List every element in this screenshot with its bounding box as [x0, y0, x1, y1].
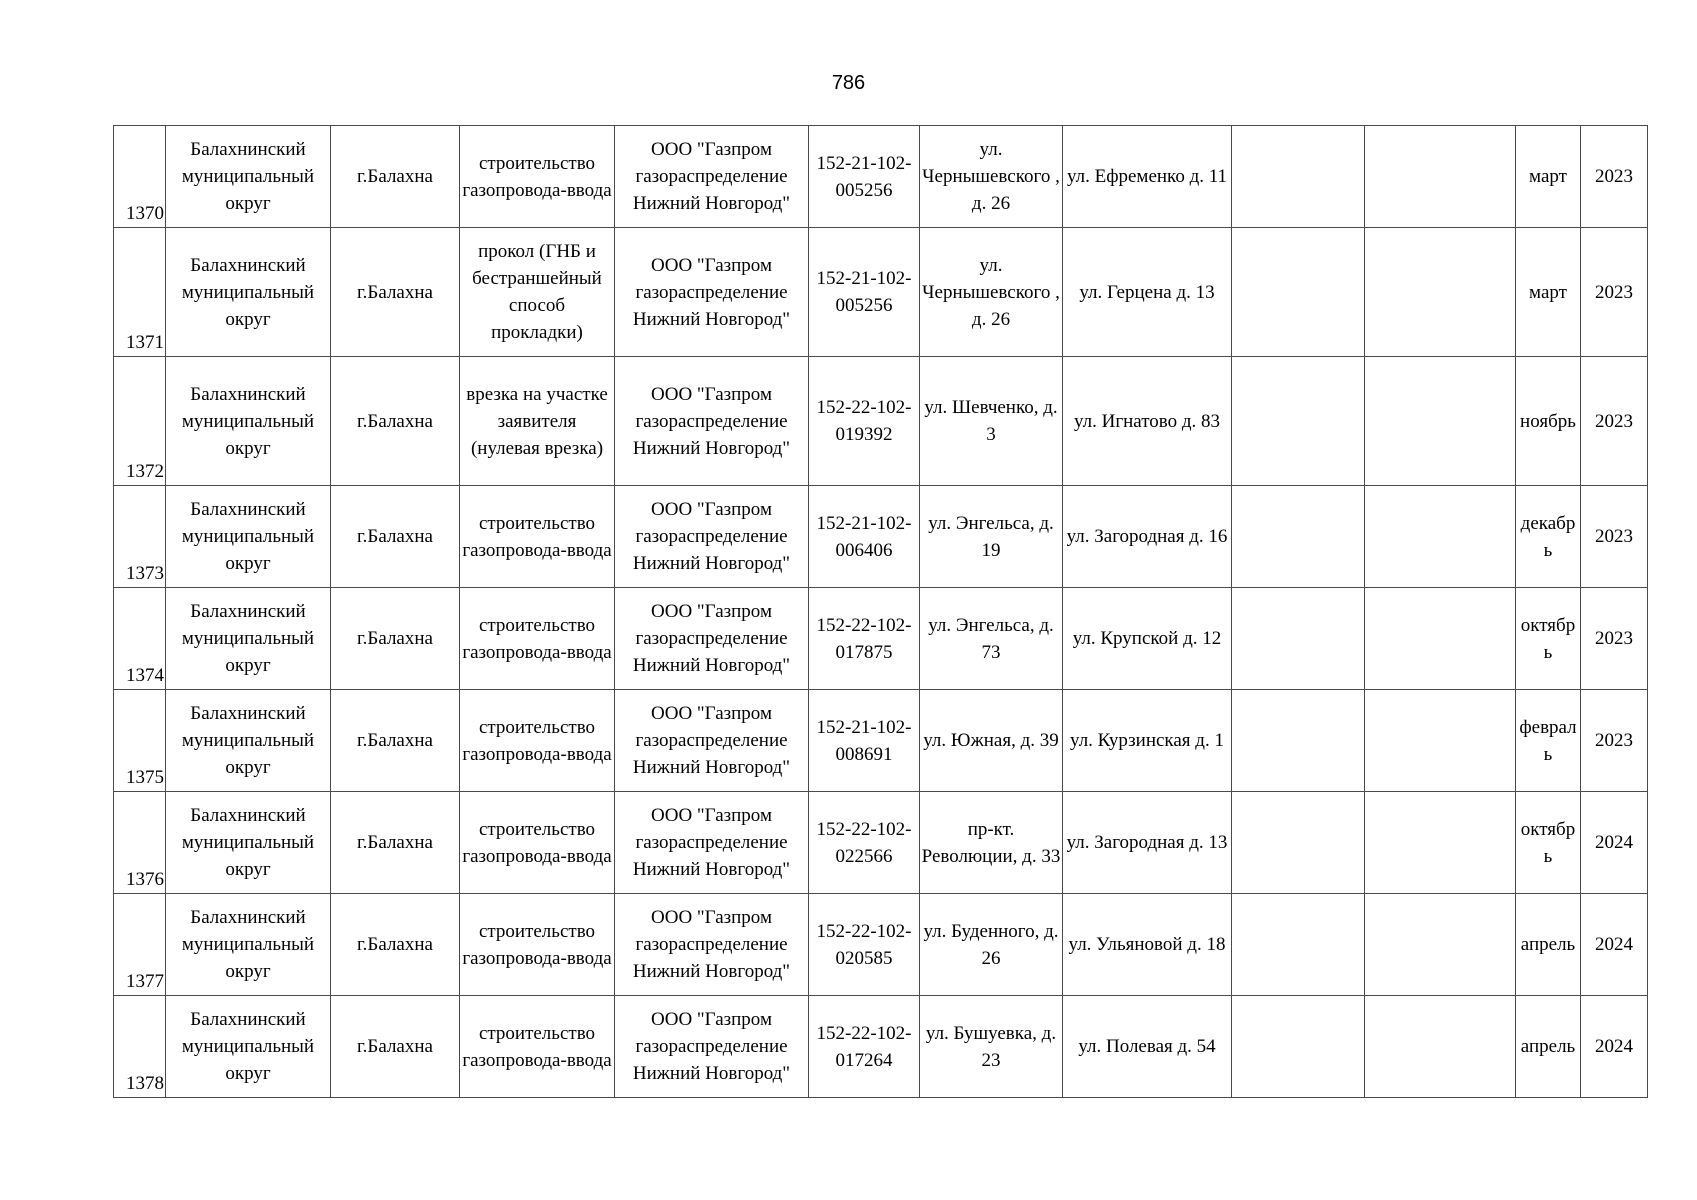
district-cell: Балахнинский муниципальный округ: [166, 486, 331, 588]
organization-cell: ООО "Газпром газораспределение Нижний Новгород": [615, 357, 809, 486]
work-type-cell: строительство газопровода-ввода: [460, 126, 615, 228]
city-cell: г.Балахна: [331, 357, 460, 486]
work-type-cell: прокол (ГНБ и бестраншейный способ прокладки): [460, 228, 615, 357]
organization-cell: ООО "Газпром газораспределение Нижний Новгород": [615, 228, 809, 357]
empty-cell: [1365, 357, 1516, 486]
district-cell: Балахнинский муниципальный округ: [166, 126, 331, 228]
row-number: 1375: [114, 690, 166, 792]
district-cell: Балахнинский муниципальный округ: [166, 690, 331, 792]
empty-cell: [1232, 357, 1365, 486]
row-number: 1376: [114, 792, 166, 894]
table-row: [114, 996, 1648, 1098]
address-cell: ул. Энгельса, д. 19: [920, 486, 1063, 588]
month-cell: март: [1516, 126, 1581, 228]
code-cell: 152-22-102-017875: [809, 588, 920, 690]
month-cell: апрель: [1516, 894, 1581, 996]
address2-cell: ул. Ульяновой д. 18: [1063, 894, 1232, 996]
address-cell: ул. Буденного, д. 26: [920, 894, 1063, 996]
city-cell: г.Балахна: [331, 588, 460, 690]
page-number: 786: [831, 72, 866, 94]
empty-cell: [1365, 588, 1516, 690]
empty-cell: [1232, 588, 1365, 690]
organization-cell: ООО "Газпром газораспределение Нижний Новгород": [615, 894, 809, 996]
year-cell: 2023: [1581, 228, 1648, 357]
year-cell: 2024: [1581, 894, 1648, 996]
code-cell: 152-21-102-008691: [809, 690, 920, 792]
code-cell: 152-21-102-005256: [809, 228, 920, 357]
address-cell: ул. Бушуевка, д. 23: [920, 996, 1063, 1098]
organization-cell: ООО "Газпром газораспределение Нижний Новгород": [615, 588, 809, 690]
empty-cell: [1232, 792, 1365, 894]
empty-cell: [1232, 228, 1365, 357]
district-cell: Балахнинский муниципальный округ: [166, 588, 331, 690]
empty-cell: [1365, 996, 1516, 1098]
table-row: [114, 792, 1648, 894]
empty-cell: [1232, 486, 1365, 588]
address2-cell: ул. Курзинская д. 1: [1063, 690, 1232, 792]
code-cell: 152-21-102-006406: [809, 486, 920, 588]
code-cell: 152-21-102-005256: [809, 126, 920, 228]
address2-cell: ул. Ефременко д. 11: [1063, 126, 1232, 228]
organization-cell: ООО "Газпром газораспределение Нижний Новгород": [615, 996, 809, 1098]
month-cell: апрель: [1516, 996, 1581, 1098]
district-cell: Балахнинский муниципальный округ: [166, 357, 331, 486]
year-cell: 2024: [1581, 792, 1648, 894]
address-cell: пр-кт. Революции, д. 33: [920, 792, 1063, 894]
row-number: 1373: [114, 486, 166, 588]
organization-cell: ООО "Газпром газораспределение Нижний Новгород": [615, 792, 809, 894]
city-cell: г.Балахна: [331, 126, 460, 228]
table-row: [114, 894, 1648, 996]
year-cell: 2023: [1581, 357, 1648, 486]
address2-cell: ул. Крупской д. 12: [1063, 588, 1232, 690]
organization-cell: ООО "Газпром газораспределение Нижний Новгород": [615, 126, 809, 228]
row-number: 1378: [114, 996, 166, 1098]
month-cell: декабрь: [1516, 486, 1581, 588]
code-cell: 152-22-102-022566: [809, 792, 920, 894]
table-body: [114, 126, 1648, 1098]
district-cell: Балахнинский муниципальный округ: [166, 228, 331, 357]
district-cell: Балахнинский муниципальный округ: [166, 996, 331, 1098]
address-cell: ул. Энгельса, д. 73: [920, 588, 1063, 690]
row-number: 1372: [114, 357, 166, 486]
year-cell: 2024: [1581, 996, 1648, 1098]
month-cell: октябрь: [1516, 792, 1581, 894]
city-cell: г.Балахна: [331, 996, 460, 1098]
code-cell: 152-22-102-017264: [809, 996, 920, 1098]
work-type-cell: строительство газопровода-ввода: [460, 588, 615, 690]
table-row: [114, 588, 1648, 690]
empty-cell: [1232, 996, 1365, 1098]
work-type-cell: строительство газопровода-ввода: [460, 486, 615, 588]
empty-cell: [1232, 894, 1365, 996]
work-type-cell: строительство газопровода-ввода: [460, 690, 615, 792]
district-cell: Балахнинский муниципальный округ: [166, 792, 331, 894]
work-type-cell: строительство газопровода-ввода: [460, 894, 615, 996]
address-cell: ул. Чернышевского , д. 26: [920, 228, 1063, 357]
row-number: 1370: [114, 126, 166, 228]
table-row: [114, 690, 1648, 792]
work-type-cell: строительство газопровода-ввода: [460, 996, 615, 1098]
empty-cell: [1232, 126, 1365, 228]
address2-cell: ул. Загородная д. 13: [1063, 792, 1232, 894]
empty-cell: [1365, 486, 1516, 588]
address2-cell: ул. Герцена д. 13: [1063, 228, 1232, 357]
empty-cell: [1232, 690, 1365, 792]
empty-cell: [1365, 228, 1516, 357]
organization-cell: ООО "Газпром газораспределение Нижний Новгород": [615, 486, 809, 588]
month-cell: март: [1516, 228, 1581, 357]
district-cell: Балахнинский муниципальный округ: [166, 894, 331, 996]
year-cell: 2023: [1581, 588, 1648, 690]
code-cell: 152-22-102-019392: [809, 357, 920, 486]
address2-cell: ул. Загородная д. 16: [1063, 486, 1232, 588]
city-cell: г.Балахна: [331, 894, 460, 996]
work-type-cell: строительство газопровода-ввода: [460, 792, 615, 894]
empty-cell: [1365, 792, 1516, 894]
city-cell: г.Балахна: [331, 792, 460, 894]
city-cell: г.Балахна: [331, 486, 460, 588]
address2-cell: ул. Игнатово д. 83: [1063, 357, 1232, 486]
organization-cell: ООО "Газпром газораспределение Нижний Новгород": [615, 690, 809, 792]
month-cell: октябрь: [1516, 588, 1581, 690]
year-cell: 2023: [1581, 486, 1648, 588]
row-number: 1377: [114, 894, 166, 996]
table-row: [114, 228, 1648, 357]
empty-cell: [1365, 690, 1516, 792]
row-number: 1374: [114, 588, 166, 690]
year-cell: 2023: [1581, 126, 1648, 228]
address-cell: ул. Чернышевского , д. 26: [920, 126, 1063, 228]
registry-table: [113, 125, 1648, 1098]
city-cell: г.Балахна: [331, 690, 460, 792]
city-cell: г.Балахна: [331, 228, 460, 357]
address-cell: ул. Южная, д. 39: [920, 690, 1063, 792]
address-cell: ул. Шевченко, д. 3: [920, 357, 1063, 486]
empty-cell: [1365, 126, 1516, 228]
row-number: 1371: [114, 228, 166, 357]
table-row: [114, 486, 1648, 588]
month-cell: ноябрь: [1516, 357, 1581, 486]
table-row: [114, 357, 1648, 486]
address2-cell: ул. Полевая д. 54: [1063, 996, 1232, 1098]
empty-cell: [1365, 894, 1516, 996]
month-cell: февраль: [1516, 690, 1581, 792]
work-type-cell: врезка на участке заявителя (нулевая врезка): [460, 357, 615, 486]
table-row: [114, 126, 1648, 228]
year-cell: 2023: [1581, 690, 1648, 792]
code-cell: 152-22-102-020585: [809, 894, 920, 996]
